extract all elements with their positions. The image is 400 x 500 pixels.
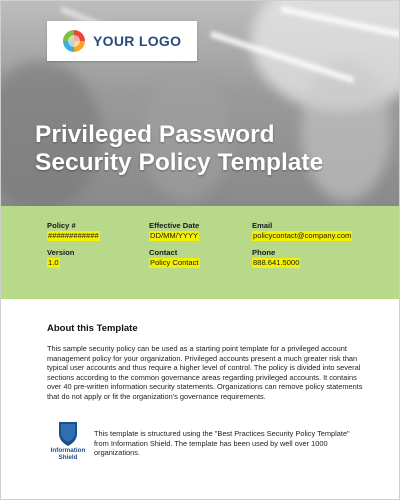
email-label: Email	[252, 221, 273, 230]
effective-date-field	[149, 221, 199, 241]
effective-date-value: DD/MM/YYYY	[150, 231, 199, 240]
hero-photo-header	[1, 1, 400, 206]
template-source-note: This template is structured using the "Best Practices Security Policy Template" from Information Shield. The template has been used by well over 1000 organizations.	[94, 429, 350, 458]
email-field	[252, 221, 352, 241]
about-heading: About this Template	[47, 323, 138, 334]
contact-value: Policy Contact	[150, 258, 199, 267]
logo-placeholder	[47, 21, 197, 61]
contact-label: Contact	[149, 248, 178, 257]
policy-info-band	[1, 206, 400, 299]
information-shield-logo	[47, 421, 89, 469]
policy-number-field	[47, 221, 100, 241]
contact-field	[149, 248, 200, 268]
phone-label: Phone	[252, 248, 276, 257]
version-label: Version	[47, 248, 75, 257]
shield-label-line-2: Shield	[58, 454, 78, 461]
version-value: 1.0	[48, 258, 59, 267]
title-line-1: Privileged Password	[35, 121, 275, 148]
phone-value: 888.641.5000	[253, 258, 300, 267]
version-field	[47, 248, 74, 268]
shield-label-line-1: Information	[50, 447, 86, 454]
logo-text: YOUR LOGO	[93, 33, 182, 49]
logo-icon	[63, 30, 85, 52]
email-value: policycontact@company.com	[253, 231, 352, 240]
document-title	[35, 121, 385, 177]
policy-number-label: Policy #	[47, 221, 76, 230]
phone-field	[252, 248, 300, 268]
policy-number-value: ############	[48, 231, 99, 240]
about-paragraph: This sample security policy can be used as a starting point template for a privileged account management policy for your organization. Privileged accounts present a much greater risk than typical user accounts and thus require a higher level of control. The policy is divided into several sections according to the common governance areas regarding privileged accounts. It contains over 40 pre-written information security statements. Organizations can remove policy statements that do not apply or fit the organization's governance requirements.	[47, 344, 363, 401]
effective-date-label: Effective Date	[149, 221, 200, 230]
shield-icon	[58, 421, 78, 447]
title-line-2: Security Policy Template	[35, 149, 324, 176]
